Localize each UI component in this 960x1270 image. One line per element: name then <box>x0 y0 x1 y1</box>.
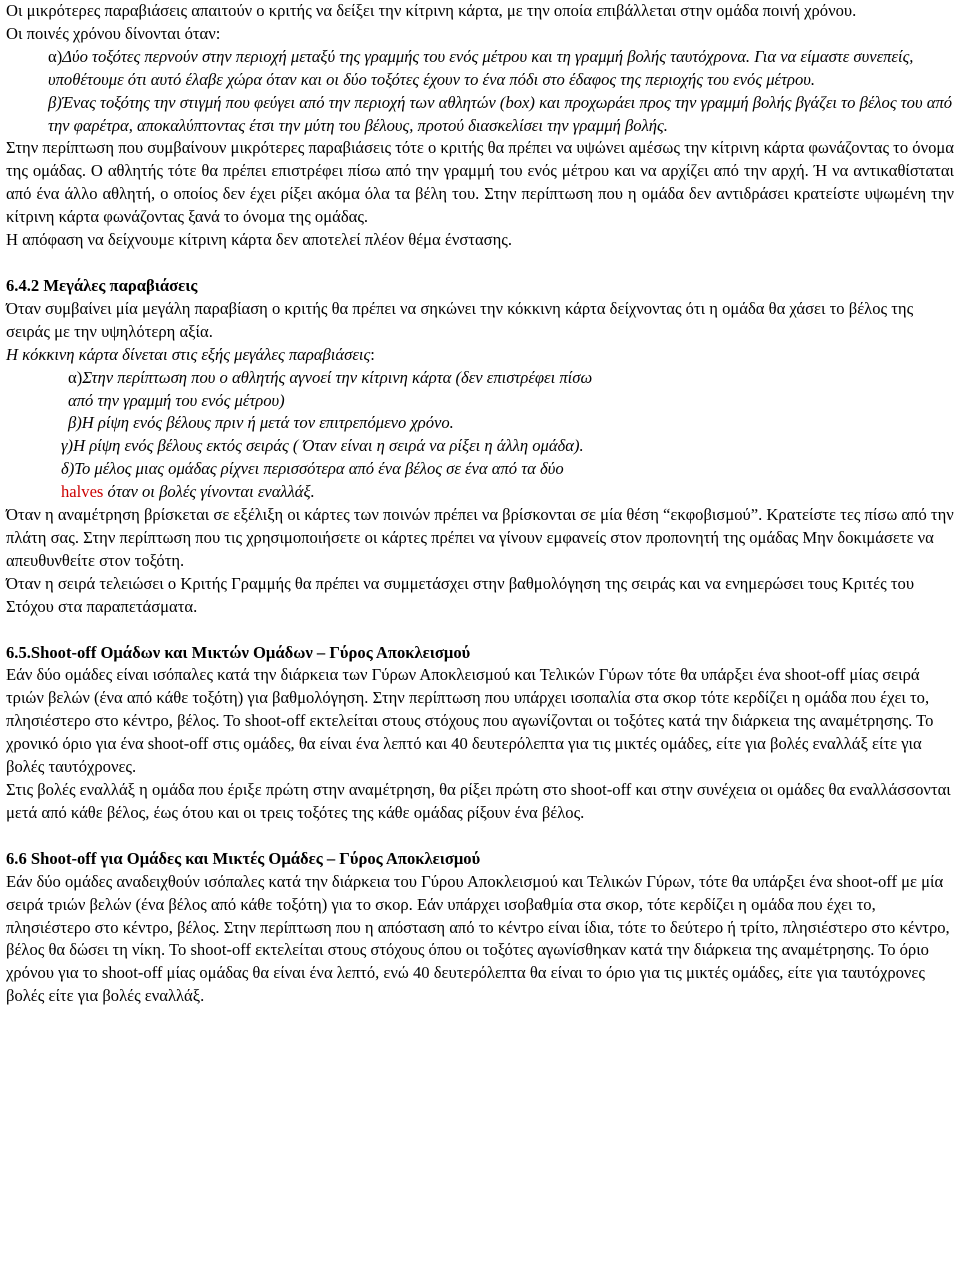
halves-term: halves <box>61 482 104 502</box>
section-642-lead-colon: : <box>370 344 375 364</box>
section-65-paragraph-2: Στις βολές εναλλάξ η ομάδα που έριξε πρώτη στην αναμέτρηση, θα ρίξει πρώτη στο shoot-off και στην συνέχεια οι ομάδες θα εναλλάσσονται μετά από κάθε βέλος, έως ότου και οι τρεις τοξότες της κάθε ομάδας ρίξουν ένα βέλος. <box>6 780 951 822</box>
major-item-a-line-2: από την γραμμή του ενός μέτρου) <box>68 390 285 410</box>
section-642-lead <box>6 344 954 367</box>
section-642-paragraph-2: Όταν η αναμέτρηση βρίσκεται σε εξέλιξη οι κάρτες των ποινών πρέπει να βρίσκονται σε μία θέση “εκφοβισμού”. Κρατείστε τες πίσω από την πλάτη σας. Στην περίπτωση που τις χρησιμοποιήσετε οι κάρτες πρέπει να γίνουν εμφανείς στον προπονητή της ομάδας Μην δοκιμάσετε να απευθυνθείτε στον τοξότη. <box>6 505 954 570</box>
major-item-d-line-2 <box>6 481 954 504</box>
section-642-lead-text: Η κόκκινη κάρτα δίνεται στις εξής μεγάλες παραβιάσεις <box>6 344 371 364</box>
section-65-paragraph-1: Εάν δύο ομάδες είναι ισόπαλες κατά την διάρκεια των Γύρων Αποκλεισμού και Τελικών Γύρων τότε θα υπάρξει ένα shoot-off μίας σειρά τριών βελών (ένα από κάθε τοξότη) για βαθμολόγηση. Στην περίπτωση που υπάρχει ισοπαλία στα σκορ τότε κερδίζει η ομάδα που έχει το, πλησιέστερο στο κέντρο, βέλος. Το shoot-off εκτελείται στους στόχους που αγωνίζονται οι τοξότες κατά την διάρκεια της αναμέτρησης. Το χρονικό όριο για ένα shoot-off στις ομάδες, θα είναι ένα λεπτό και 40 δευτερόλεπτα για τις μικτές ομάδες, είτε για βολές εναλλάξ είτε για βολές ταυτόχρονες. <box>6 665 934 777</box>
major-item-d-rest: όταν οι βολές γίνονται εναλλάξ. <box>103 482 315 502</box>
major-item-a-line-1 <box>6 367 954 390</box>
section-642-heading: 6.4.2 Μεγάλες παραβιάσεις <box>6 275 198 295</box>
intro-paragraph-2: Οι ποινές χρόνου δίνονται όταν: <box>6 23 221 43</box>
major-item-d-line-1: δ)Το μέλος μιας ομάδας ρίχνει περισσότερα από ένα βέλος σε ένα από τα δύο <box>61 459 564 479</box>
section-66-heading: 6.6 Shoot-off για Ομάδες και Μικτές Ομάδες – Γύρος Αποκλεισμού <box>6 848 481 868</box>
major-item-b: β)Η ρίψη ενός βέλους πριν ή μετά τον επιτρεπόμενο χρόνο. <box>68 413 454 433</box>
penalty-item-a <box>6 46 954 92</box>
penalty-item-a-text: Δύο τοξότες περνούν στην περιοχή μεταξύ της γραμμής του ενός μέτρου και τη γραμμή βολής ταυτόχρονα. Για να είμαστε συνεπείς, υποθέτουμε ότι αυτό έλαβε χώρα όταν και οι δύο τοξότες έχουν το ένα πόδι στο έδαφος της περιοχής του ενός μέτρου. <box>48 46 914 89</box>
spacer <box>6 252 954 275</box>
section-642-paragraph-3: Όταν η σειρά τελειώσει ο Κριτής Γραμμής θα πρέπει να συμμετάσχει στην βαθμολόγηση της σειράς και να ενημερώσει τους Κριτές του Στόχου στα παραπετάσματα. <box>6 573 915 616</box>
spacer <box>6 619 954 642</box>
section-642-paragraph-1: Όταν συμβαίνει μία μεγάλη παραβίαση ο κριτής θα πρέπει να σηκώνει την κόκκινη κάρτα δείχνοντας ότι η ομάδα θα χάσει το βέλος της σειράς με την υψηλότερη αξία. <box>6 298 914 341</box>
intro-paragraph-4: Η απόφαση να δείχνουμε κίτρινη κάρτα δεν αποτελεί πλέον θέμα ένστασης. <box>6 230 512 250</box>
section-65-heading: 6.5.Shoot-off Ομάδων και Μικτών Ομάδων – Γύρος Αποκλεισμού <box>6 642 471 662</box>
intro-paragraph-3: Στην περίπτωση που συμβαίνουν μικρότερες παραβιάσεις τότε ο κριτής θα πρέπει να υψώνει αμέσως την κίτρινη κάρτα φωνάζοντας το όνομα της ομάδας. Ο αθλητής τότε θα πρέπει επιστρέφει πίσω από την γραμμή του ενός μέτρου και να αρχίζει από την αρχή. Ή να αντικαθίσταται από ένα άλλο αθλητή, ο οποίος δεν έχει ρίξει ακόμα όλα τα βέλη του. Στην περίπτωση που η ομάδα δεν αντιδράσει κρατείστε υψωμένη την κίτρινη κάρτα φωνάζοντας ξανά το όνομα της ομάδας. <box>6 138 954 227</box>
intro-paragraph-1: Οι μικρότερες παραβιάσεις απαιτούν ο κριτής να δείξει την κίτρινη κάρτα, με την οποία επιβάλλεται στην ομάδα ποινή χρόνου. <box>6 1 857 20</box>
major-item-a-prefix: α) <box>68 367 83 387</box>
spacer <box>6 825 954 848</box>
major-item-c: γ)Η ρίψη ενός βέλους εκτός σειράς ( Όταν είναι η σειρά να ρίξει η άλλη ομάδα). <box>61 436 584 456</box>
penalty-item-a-prefix: α) <box>48 46 63 66</box>
major-item-a-text: Στην περίπτωση που ο αθλητής αγνοεί την κίτρινη κάρτα (δεν επιστρέφει πίσω <box>82 367 593 387</box>
penalty-item-b: β)Ένας τοξότης την στιγμή που φεύγει από την περιοχή των αθλητών (box) και προχωράει προς την γραμμή βολής βγάζει το βέλος του από την φαρέτρα, αποκαλύπτοντας έτσι την μύτη του βέλους, προτού διασκελίσει την γραμμή βολής. <box>48 92 953 135</box>
section-66-paragraph-1: Εάν δύο ομάδες αναδειχθούν ισόπαλες κατά την διάρκεια του Γύρου Αποκλεισμού και Τελικών Γύρων, τότε θα υπάρξει ένα shoot-off με μία σειρά τριών βελών (ένα βέλος από κάθε τοξότη) για το σκορ. Εάν υπάρχει ισοβαθμία στα σκορ, τότε κερδίζει η ομάδα που έχει το, πλησιέστερο στο κέντρο, βέλος. Στην περίπτωση που η απόσταση από το κέντρο είναι ίδια, τότε το δεύτερο ή τρίτο, πλησιέστερο στο κέντρο, βέλος θα δώσει τη νίκη. Το shoot-off εκτελείται στους στόχους όπου οι τοξότες αγωνίσθηκαν κατά την διάρκεια της αναμέτρησης. Το όριο χρόνου για το shoot-off μίας ομάδας θα είναι ένα λεπτό, ενώ 40 δευτερόλεπτα θα είναι το όριο για τις μικτές ομάδες, είτε για ταυτόχρονες βολές είτε για βολές εναλλάξ. <box>6 871 950 1006</box>
